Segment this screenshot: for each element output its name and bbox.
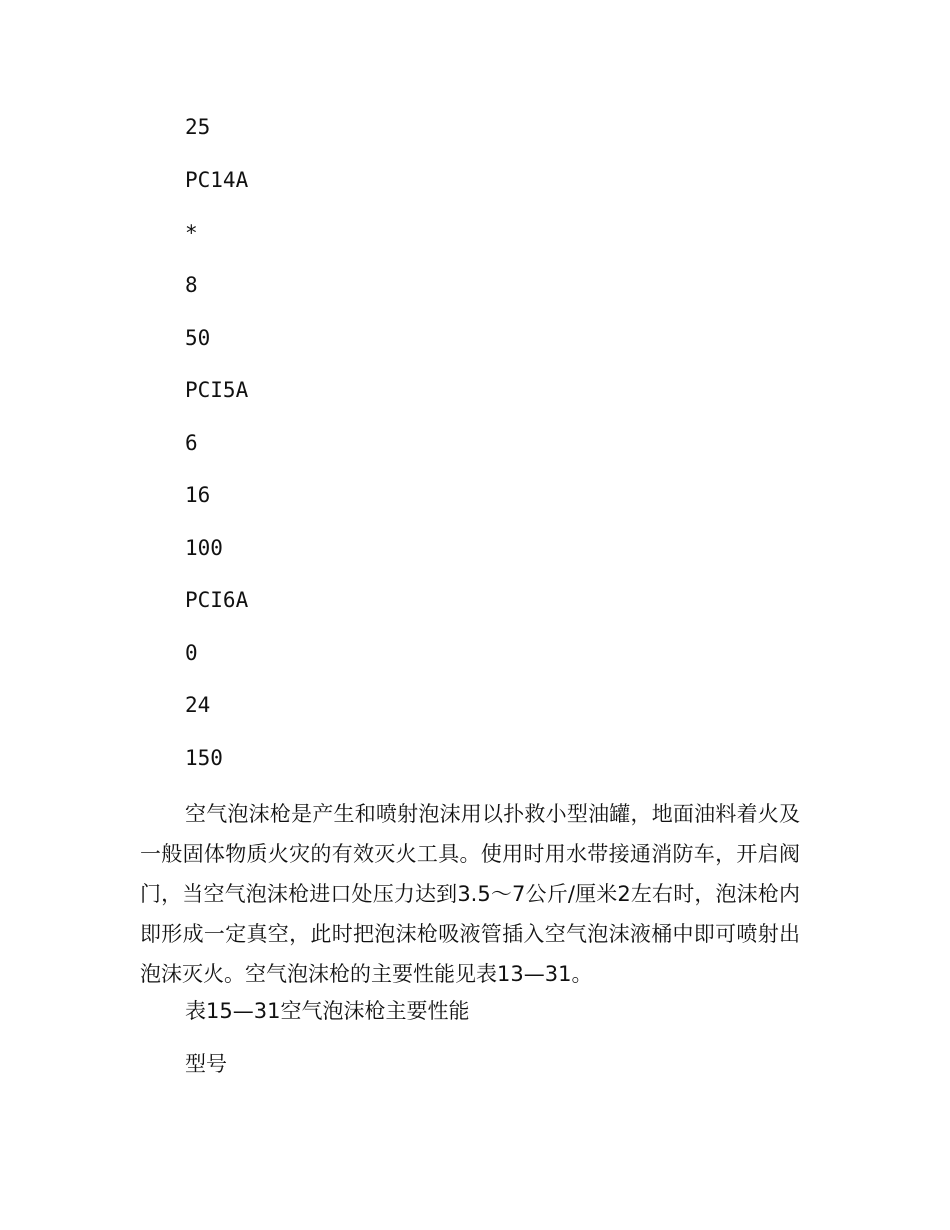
table-cell: 100 — [185, 536, 223, 560]
table-cell: * — [185, 221, 198, 245]
table-cell: 24 — [185, 693, 211, 717]
table-cell: 8 — [185, 273, 198, 297]
table-cell: 0 — [185, 641, 198, 665]
table-cell: 16 — [185, 483, 211, 507]
table-cell: 50 — [185, 326, 211, 350]
table-caption: 表15—31空气泡沫枪主要性能 — [185, 999, 470, 1023]
body-paragraph: 空气泡沫枪是产生和喷射泡沫用以扑救小型油罐，地面油料着火及一般固体物质火灾的有效灭火工具。使用时用水带接通消防车，开启阀门，当空气泡沫枪进口处压力达到3.5～7公斤/厘米2左右时，泡沫枪内即形成一定真空，此时把泡沫枪吸液管插入空气泡沫液桶中即可喷射出泡沫灭火。空气泡沫枪的主要性能见表13—31。 — [140, 802, 800, 986]
table-header-model: 型号 — [185, 1052, 227, 1076]
table-cell: PC14A — [185, 168, 249, 192]
table-cell: 150 — [185, 746, 223, 770]
table-cell: PCI5A — [185, 378, 249, 402]
table-cell: PCI6A — [185, 588, 249, 612]
table-cell: 6 — [185, 431, 198, 455]
table-cell: 25 — [185, 115, 211, 139]
